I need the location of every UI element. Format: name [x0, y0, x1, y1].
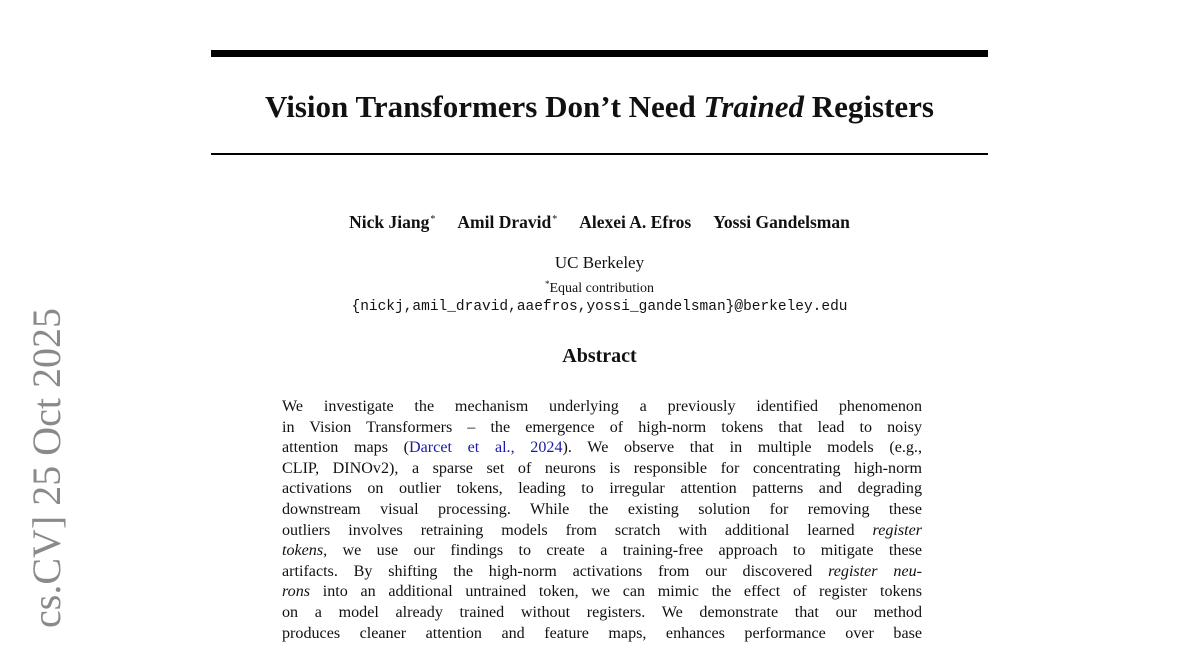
author-name: Alexei A. Efros — [579, 212, 692, 232]
abstract-emphasis: register neu- — [828, 562, 922, 580]
abstract-text: attention maps ( — [282, 439, 410, 457]
abstract-text: activations on outlier tokens, leading to irregular attention patterns and degrading — [282, 480, 922, 498]
arxiv-stamp: cs.CV] 25 Oct 2025 — [24, 308, 69, 628]
abstract-text: outliers involves retraining models from scratch with additional learned — [282, 521, 873, 539]
abstract-line — [282, 500, 922, 521]
abstract-emphasis: rons — [282, 583, 311, 601]
author-2 — [457, 209, 557, 233]
abstract-text: We investigate the mechanism underlying a previously identified phenomenon — [282, 398, 922, 415]
abstract-line — [282, 397, 922, 418]
author-mark: * — [430, 214, 436, 225]
abstract-text: in Vision Transformers – the emergence of high-norm tokens that lead to noisy — [282, 418, 922, 436]
title-emphasis: Trained — [703, 89, 805, 124]
author-1 — [349, 209, 435, 233]
equal-contribution-note — [211, 275, 988, 298]
abstract-text: produces cleaner attention and feature maps, enhances performance over base — [282, 624, 922, 642]
title-bottom-rule — [211, 153, 988, 155]
abstract-line — [282, 624, 922, 645]
abstract-text: downstream visual processing. While the existing solution for removing these — [282, 500, 922, 518]
abstract-emphasis: tokens — [282, 542, 324, 560]
abstract-emphasis: register — [872, 521, 922, 539]
author-3 — [579, 211, 691, 233]
abstract-text: on a model already trained without registers. We demonstrate that our method — [282, 603, 922, 621]
abstract-heading: Abstract — [562, 345, 637, 367]
title-part-2: Registers — [804, 89, 934, 124]
abstract-line — [282, 521, 922, 542]
abstract-line — [282, 541, 922, 562]
author-name: Yossi Gandelsman — [713, 212, 850, 232]
author-name: Amil Dravid — [457, 212, 552, 232]
author-4 — [713, 211, 850, 233]
abstract-text: , we use our findings to create a training-free approach to mitigate these — [323, 542, 922, 560]
author-mark: * — [552, 214, 558, 225]
abstract-line — [282, 459, 922, 480]
author-emails: {nickj,amil_dravid,aaefros,yossi_gandelsman}@berkeley.edu — [351, 299, 848, 315]
abstract-text: ). We observe that in multiple models (e.g., — [562, 439, 922, 457]
abstract-line — [282, 438, 922, 459]
citation-link[interactable]: Darcet et al., 2024 — [409, 439, 563, 457]
equal-mark: * — [544, 279, 550, 289]
abstract-line — [282, 582, 922, 603]
abstract-line — [282, 603, 922, 624]
abstract-text: into an additional untrained token, we can mimic the effect of register tokens — [310, 583, 922, 601]
abstract-line — [282, 418, 922, 439]
paper-title — [211, 86, 988, 128]
abstract-text: CLIP, DINOv2), a sparse set of neurons is responsible for concentrating high-norm — [282, 459, 922, 477]
title-top-rule — [211, 50, 988, 57]
abstract-line — [282, 562, 922, 583]
author-name: Nick Jiang — [349, 212, 430, 232]
abstract-text: artifacts. By shifting the high-norm activations from our discovered — [282, 562, 829, 580]
title-part-1: Vision Transformers Don’t Need — [264, 89, 704, 124]
author-list — [211, 209, 988, 233]
abstract-line — [282, 479, 922, 500]
affiliation: UC Berkeley — [554, 253, 645, 272]
equal-contribution-text: Equal contribution — [549, 281, 655, 296]
abstract-body — [282, 397, 922, 644]
